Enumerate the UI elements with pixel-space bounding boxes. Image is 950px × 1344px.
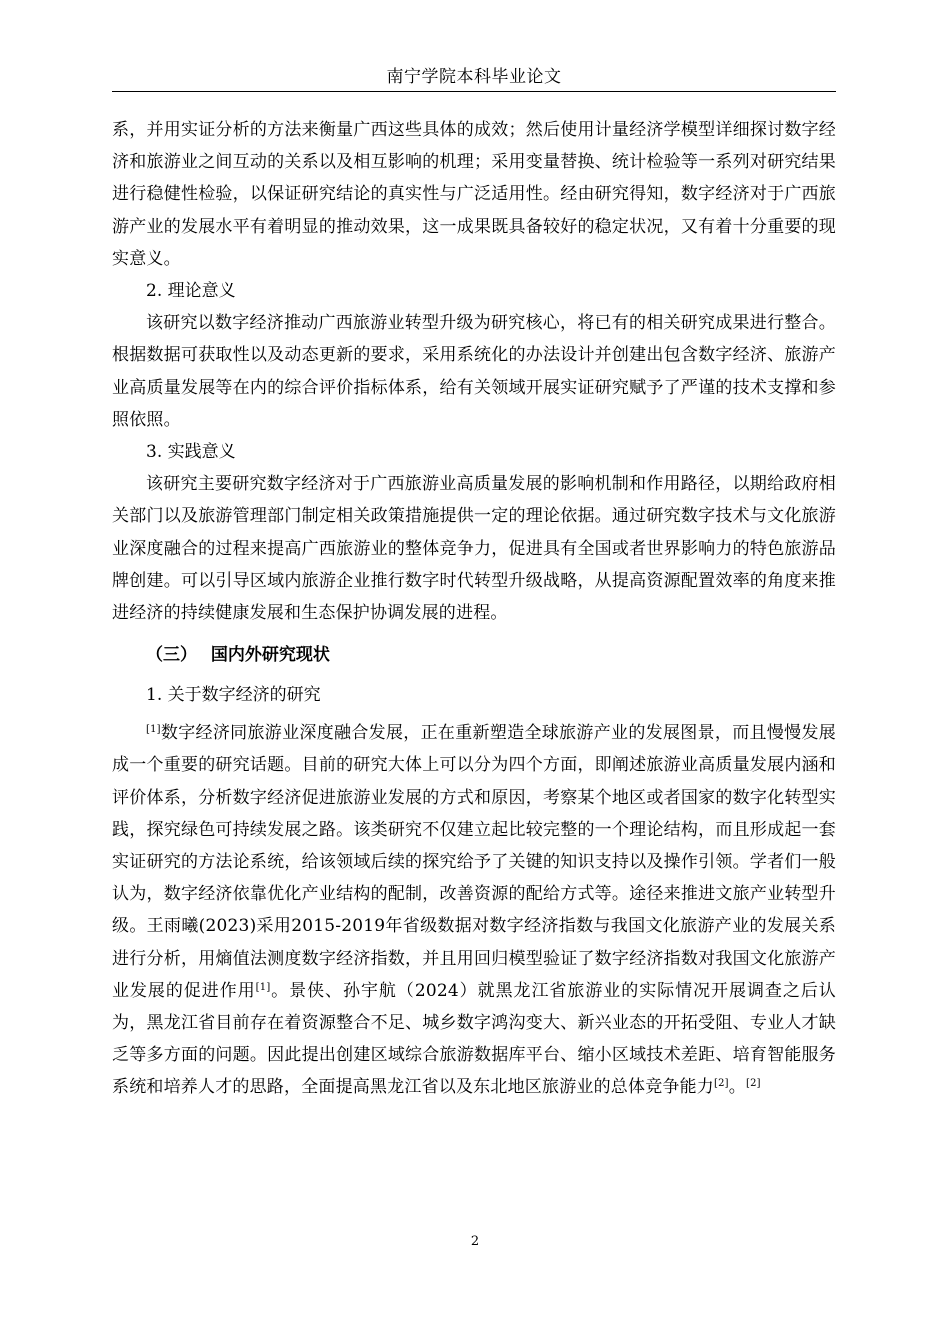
citation-marker: [1] — [146, 724, 161, 736]
citation-marker: [1] — [255, 981, 271, 993]
paragraph-theoretical-significance: 该研究以数字经济推动广西旅游业转型升级为研究核心，将已有的相关研究成果进行整合。根据数据可获取性以及动态更新的要求，采用系统化的办法设计并创建出包含数字经济、旅游产业高质量发展等在内的综合评价指标体系，给有关领域开展实证研究赋予了严谨的技术支撑和参照依照。 — [112, 313, 836, 430]
header-divider — [112, 91, 836, 92]
heading-digital-economy-research: 1. 关于数字经济的研究 — [146, 685, 321, 706]
paragraph-text: 数字经济同旅游业深度融合发展，正在重新塑造全球旅游产业的发展图景，而且慢慢发展成一个重要的研究话题。目前的研究大体上可以分为四个方面，即阐述旅游业高质量发展内涵和评价体系，分析数字经济促进旅游业发展的方式和原因，考察某个地区或者国家的数字化转型实践，探究绿色可持续发展之路。该类研究不仅建立起比较完整的一个理论结构，而且形成起一套实证研究的方法论系统，给该领域后续的探究给予了关键的知识支持以及操作引领。学者们一般认为，数字经济依靠优化产业结构的配制，改善资源的配给方式等。途径来推进文旅产业转型升级。王雨曦(2023)采用2015-2019年省级数据对数字经济指数与我国文化旅游产业的发展关系进行分析，用熵值法测度数字经济指数，并且用回归模型验证了数字经济指数对我国文化旅游产业发展的促进作用 — [112, 723, 836, 1001]
heading-practical-significance: 3. 实践意义 — [146, 442, 236, 463]
paragraph-text: 。景侠、孙宇航（2024）就黑龙江省旅游业的实际情况开展调查之后认为，黑龙江省目前存在着资源整合不足、城乡数字鸿沟变大、新兴业态的开拓受阻、专业人才缺乏等多方面的问题。因此提出创建区域综合旅游数据库平台、缩小区域技术差距、培育智能服务系统和培养人才的思路，全面提高黑龙江省以及东北地区旅游业的总体竞争能力 — [112, 980, 836, 1098]
running-header: 南宁学院本科毕业论文 — [386, 67, 562, 87]
paragraph-practical-significance: 该研究主要研究数字经济对于广西旅游业高质量发展的影响机制和作用路径，以期给政府相关部门以及旅游管理部门制定相关政策措施提供一定的理论依据。通过研究数字技术与文化旅游业深度融合的过程来提高广西旅游业的整体竞争力，促进具有全国或者世界影响力的特色旅游品牌创建。可以引导区域内旅游企业推行数字时代转型升级战略，从提高资源配置效率的角度来推进经济的持续健康发展和生态保护协调发展的进程。 — [112, 474, 836, 624]
citation-marker: [2] — [714, 1078, 729, 1090]
paragraph-digital-economy-research — [112, 717, 836, 1103]
page-body — [112, 114, 836, 1104]
citation-marker: [2] — [745, 1078, 761, 1090]
paragraph-method: 系，并用实证分析的方法来衡量广西这些具体的成效；然后使用计量经济学模型详细探讨数字经济和旅游业之间互动的关系以及相互影响的机理；采用变量替换、统计检验等一系列对研究结果进行稳健性检验，以保证研究结论的真实性与广泛适用性。经由研究得知，数字经济对于广西旅游产业的发展水平有着明显的推动效果，这一成果既具备较好的稳定状况，又有着十分重要的现实意义。 — [112, 120, 836, 269]
paragraph-text: 。 — [728, 1077, 746, 1098]
heading-theoretical-significance: 2. 理论意义 — [146, 281, 236, 302]
page-number: 2 — [470, 1234, 480, 1249]
section-heading-research-status: （三） 国内外研究现状 — [146, 645, 330, 666]
